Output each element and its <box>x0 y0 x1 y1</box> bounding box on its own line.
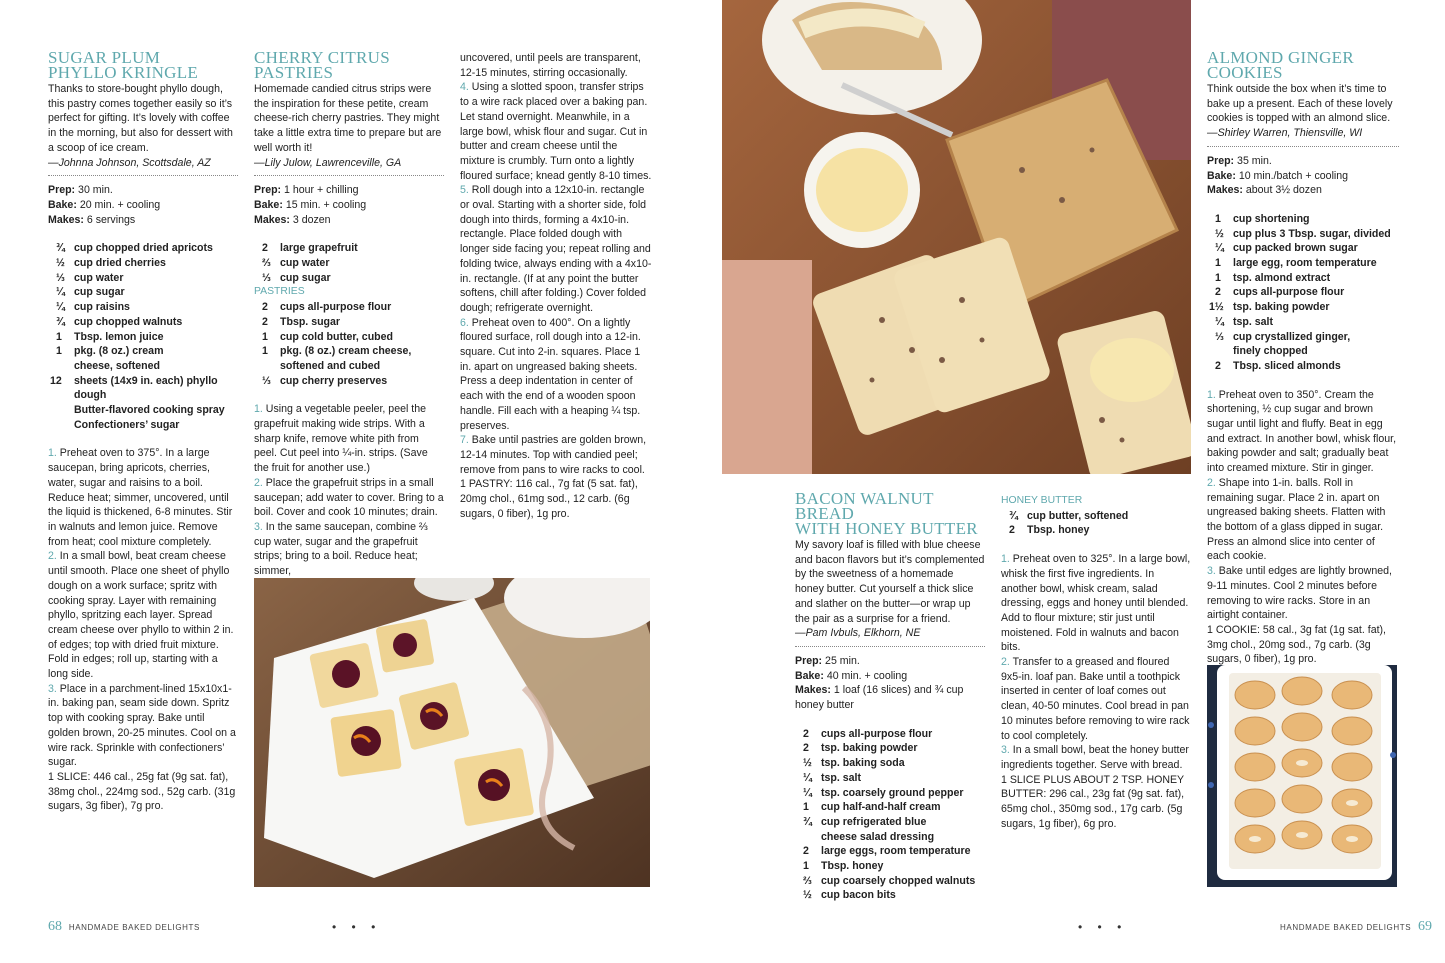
ingredient-item <box>1207 330 1399 345</box>
ingredient-quantity <box>254 359 280 374</box>
divider <box>48 175 238 176</box>
ingredient-quantity: ¼ <box>1215 242 1224 255</box>
ingredient-item <box>48 300 238 315</box>
almond-cookies-photo <box>1207 665 1397 887</box>
ingredient-text: cup raisins <box>74 301 130 314</box>
ingredient-quantity: 1 <box>262 345 268 358</box>
ingredient-item <box>795 844 985 859</box>
recipe-title: CHERRY CITRUS PASTRIES <box>254 48 390 82</box>
ingredient-quantity: ½ <box>56 257 65 270</box>
recipe-step <box>1001 655 1191 743</box>
ingredient-text: tsp. salt <box>821 771 862 784</box>
ingredient-quantity: 1½ <box>1209 301 1224 314</box>
recipe-meta: Prep: 30 min. Bake: 20 min. + cooling Makes: 6 servings <box>48 184 161 226</box>
recipe-meta: Prep: 25 min. Bake: 40 min. + cooling Makes: 1 loaf (16 slices) and ¾ cup honey butter <box>795 654 964 712</box>
ingredient-text: cup butter, softened <box>1027 509 1129 522</box>
ingredient-text: cup bacon bits <box>821 889 896 902</box>
ingredient-quantity: 1 <box>1215 257 1221 270</box>
ingredient-quantity <box>48 359 74 374</box>
ingredient-text: cup chopped dried apricots <box>74 242 213 255</box>
ingredient-quantity: ¾ <box>56 315 65 328</box>
footer-label: HANDMADE BAKED DELIGHTS <box>1280 923 1412 932</box>
ingredient-quantity: 2 <box>262 315 268 328</box>
ingredient-quantity: ½ <box>803 889 812 902</box>
step-list <box>254 402 444 578</box>
ingredient-quantity: 2 <box>262 242 268 255</box>
ingredient-text: cup water <box>280 257 330 270</box>
recipe-meta: Prep: 35 min. Bake: 10 min./batch + cooling Makes: about 3½ dozen <box>1207 154 1349 197</box>
ingredient-item <box>254 359 444 374</box>
ingredient-list-pastries <box>254 300 444 388</box>
recipe-step <box>460 183 652 315</box>
ingredient-text: cup cherry preserves <box>280 374 388 387</box>
ingredient-quantity: ⅓ <box>262 271 271 284</box>
ingredient-item <box>254 256 444 271</box>
ingredient-item <box>48 403 238 418</box>
ingredient-subhead: HONEY BUTTER <box>1001 495 1083 506</box>
ingredient-item <box>1207 212 1399 227</box>
recipe-meta: Prep: 1 hour + chilling Bake: 15 min. + cooling Makes: 3 dozen <box>254 184 367 226</box>
step-number: 1. <box>254 403 263 416</box>
step-text: In a small bowl, beat cream cheese until smooth. Place one sheet of phyllo dough on a work surface; spritz with cooking spray. Layer with remaining phyllo, spritzing each layer. Spread cream cheese over phyllo to within 2 in. of edges; top with dried fruit mixture. Fold in edges; roll up, starting with a long side. <box>48 550 234 681</box>
ingredient-quantity: ⅓ <box>56 271 65 284</box>
ingredient-text: pkg. (8 oz.) cream cheese, <box>280 345 412 358</box>
ingredient-quantity: 2 <box>1009 524 1015 537</box>
ingredient-quantity: ¾ <box>803 815 812 828</box>
page-number: 69 <box>1417 919 1432 934</box>
ingredient-item <box>48 344 238 359</box>
ingredient-quantity: 2 <box>803 742 809 755</box>
ingredient-item <box>1207 300 1399 315</box>
recipe-bacon-continued <box>1001 494 1191 831</box>
ingredient-quantity: ½ <box>803 757 812 770</box>
step-list <box>48 446 238 769</box>
ingredient-text: tsp. baking powder <box>1233 301 1330 314</box>
recipe-attribution: —Lily Julow, Lawrenceville, GA <box>254 156 402 169</box>
recipe-title: SUGAR PLUM PHYLLO KRINGLE <box>48 48 199 82</box>
step-number: 1. <box>48 447 57 460</box>
ingredient-text: cup packed brown sugar <box>1233 242 1358 255</box>
divider <box>1207 146 1399 147</box>
ingredient-item <box>1001 509 1191 524</box>
ingredient-text: cups all-purpose flour <box>821 727 933 740</box>
ingredient-item <box>1207 315 1399 330</box>
step-text: In a small bowl, beat the honey butter ingredients together. Serve with bread. <box>1001 744 1189 771</box>
ingredient-quantity: ¾ <box>56 242 65 255</box>
ingredient-quantity: 1 <box>56 330 62 343</box>
ingredient-item <box>254 344 444 359</box>
ingredient-text: cup half-and-half cream <box>821 801 941 814</box>
recipe-step <box>1207 476 1399 564</box>
nutrition-facts: 1 SLICE PLUS ABOUT 2 TSP. HONEY BUTTER: 296 cal., 23g fat (9g sat. fat), 65mg chol., 350mg sod., 17g carb. (5g sugars, 1g fiber), 6g pro. <box>1001 773 1185 830</box>
ingredient-text: Butter-flavored cooking spray <box>74 404 225 417</box>
step-list <box>1001 552 1191 773</box>
ingredient-item <box>795 727 985 742</box>
step-text: Bake until pastries are golden brown, 12-14 minutes. Top with candied peel; remove from pans to wire racks to cool. <box>460 434 647 476</box>
ingredient-list-honey-butter <box>1001 509 1191 538</box>
ingredient-quantity: 2 <box>803 845 809 858</box>
ingredient-text: cup shortening <box>1233 212 1310 225</box>
ingredient-item <box>795 741 985 756</box>
step-number: 1. <box>1207 388 1216 401</box>
ingredient-item <box>254 241 444 256</box>
ingredient-quantity: ⅔ <box>803 874 812 887</box>
ingredient-text: softened and cubed <box>280 359 381 372</box>
ingredient-item <box>795 874 985 889</box>
recipe-step <box>48 682 238 770</box>
recipe-cherry-continued <box>460 51 652 522</box>
ingredient-text: Tbsp. honey <box>821 860 884 873</box>
step-continued: uncovered, until peels are transparent, 12-15 minutes, stirring occasionally. <box>460 52 641 79</box>
ingredient-item <box>48 285 238 300</box>
step-text: Preheat oven to 400°. On a lightly floured surface, roll dough into a 12-in. square. Cut into 2-in. squares. Place 1 in. apart on ungreased baking sheets. Press a deep indentation in center of each with the end of a wooden spoon handle. Fill each with a heaping ¼ tsp. preserves. <box>460 316 641 432</box>
ingredient-item <box>795 786 985 801</box>
nutrition-facts: 1 PASTRY: 116 cal., 7g fat (5 sat. fat), 20mg chol., 61mg sod., 12 carb. (6g sugars, 0 fiber), 1g pro. <box>460 478 638 520</box>
cherry-pastries-photo <box>254 578 650 887</box>
ingredient-text: tsp. coarsely ground pepper <box>821 786 964 799</box>
ingredient-text: cup sugar <box>74 286 125 299</box>
ingredient-item <box>1001 523 1191 538</box>
ingredient-item <box>48 241 238 256</box>
recipe-step <box>254 476 444 520</box>
ingredient-quantity: 1 <box>803 801 809 814</box>
ingredient-quantity: ¼ <box>1215 315 1224 328</box>
ingredient-text: large eggs, room temperature <box>821 845 971 858</box>
ingredient-text: cup water <box>74 271 124 284</box>
recipe-almond <box>1207 50 1399 667</box>
ingredient-item <box>1207 241 1399 256</box>
step-text: Preheat oven to 350°. Cream the shortening, ½ cup sugar and brown sugar until light and fluffy. Beat in egg and extract. In another bowl, whisk flour, baking powder and salt; gradually beat into creamed mixture. Stir in ginger. <box>1207 388 1397 475</box>
divider <box>795 646 985 647</box>
footer-label: HANDMADE BAKED DELIGHTS <box>68 923 200 932</box>
recipe-kringle <box>48 50 238 814</box>
step-number: 4. <box>460 81 469 94</box>
ingredient-text: tsp. baking powder <box>821 742 918 755</box>
recipe-step <box>1207 564 1399 623</box>
ingredient-text: cups all-purpose flour <box>1233 286 1345 299</box>
ingredient-quantity: 12 <box>50 374 62 387</box>
ingredient-text: Tbsp. sliced almonds <box>1233 359 1341 372</box>
ingredient-text: Tbsp. sugar <box>280 315 341 328</box>
cookies-image <box>1207 665 1397 887</box>
ingredient-text: cheese salad dressing <box>821 830 935 843</box>
ingredient-quantity: 1 <box>1215 212 1221 225</box>
ingredient-text: Tbsp. honey <box>1027 524 1090 537</box>
ingredient-item <box>254 374 444 389</box>
step-list <box>460 80 652 477</box>
recipe-intro: Thanks to store-bought phyllo dough, this pastry comes together easily so it’s perfect for gifting. It’s lovely with coffee in the morning, but also for dessert with a scoop of ice cream. <box>48 83 233 154</box>
ingredient-text: cup refrigerated blue <box>821 815 927 828</box>
step-number: 2. <box>254 476 263 489</box>
recipe-attribution: —Shirley Warren, Thiensville, WI <box>1207 127 1363 140</box>
step-number: 1. <box>1001 553 1010 566</box>
nutrition-facts: 1 COOKIE: 58 cal., 3g fat (1g sat. fat), 3mg chol., 20mg sod., 7g carb. (3g sugars, 0 fiber), 1g pro. <box>1207 623 1386 666</box>
recipe-step <box>254 520 444 579</box>
step-text: Roll dough into a 12x10-in. rectangle or oval. Starting with a shorter side, fold dough into thirds, forming a 4x10-in. rectangle. Place folded dough with longer side facing you; repeat rolling and folding twice, always ending with a 4x10-in. rectangle. (If at any point the butter softens, chill after folding.) Cover folded dough; refrigerate overnight. <box>460 184 652 314</box>
step-text: Using a vegetable peeler, peel the grapefruit making wide strips. With a sharp knife, remove white pith from peel. Cut peel into ¼-in. strips. (Save the fruit for another use.) <box>254 403 428 475</box>
step-text: Preheat oven to 325°. In a large bowl, whisk the first five ingredients. In another bowl, whisk cream, salad dressing, eggs and honey until blended. Add to flour mixture; stir just until moistened. Fold in walnuts and bacon bits. <box>1001 553 1191 654</box>
recipe-intro: My savory loaf is filled with blue cheese and bacon flavors but it’s complemented by the sweetness of a homemade honey butter. Cut yourself a thick slice and slather on the butter—or wrap up the pair as a surprise for a friend. <box>795 539 985 625</box>
ingredient-text: tsp. almond extract <box>1233 271 1331 284</box>
step-number: 6. <box>460 316 469 329</box>
recipe-step <box>460 433 652 477</box>
page-number: 68 <box>48 919 62 934</box>
recipe-attribution: —Pam Ivbuls, Elkhorn, NE <box>795 627 921 640</box>
ingredient-quantity: ⅔ <box>262 257 271 270</box>
ingredient-list <box>1207 212 1399 374</box>
ingredient-text: finely chopped <box>1233 345 1308 358</box>
ingredient-quantity <box>795 830 821 845</box>
ingredient-text: cup coarsely chopped walnuts <box>821 874 976 887</box>
recipe-cherry <box>254 50 444 579</box>
ingredient-item <box>795 771 985 786</box>
step-number: 3. <box>1207 565 1216 578</box>
footer-bullets-right: • • • <box>1078 920 1128 934</box>
ingredient-text: cup sugar <box>280 271 331 284</box>
ingredient-item <box>795 815 985 830</box>
ingredient-text: large egg, room temperature <box>1233 257 1377 270</box>
step-number: 2. <box>48 550 57 563</box>
bacon-bread-photo <box>722 0 1191 474</box>
step-text: Place in a parchment-lined 15x10x1-in. baking pan, seam side down. Spritz top with cooking spray. Bake until golden brown, 20-25 minutes. Cool on a wire rack. Sprinkle with confectioners’ sugar. <box>48 682 236 769</box>
ingredient-item <box>795 859 985 874</box>
recipe-step <box>1001 743 1191 772</box>
ingredient-text: cup cold butter, cubed <box>280 330 394 343</box>
step-number: 2. <box>1207 476 1216 489</box>
ingredient-item <box>1207 271 1399 286</box>
ingredient-text: pkg. (8 oz.) cream <box>74 345 164 358</box>
ingredient-text: tsp. salt <box>1233 315 1274 328</box>
ingredient-quantity <box>48 403 74 418</box>
recipe-step <box>460 80 652 183</box>
ingredient-item <box>48 359 238 374</box>
ingredient-item <box>1207 344 1399 359</box>
step-number: 3. <box>254 520 263 533</box>
recipe-step <box>48 549 238 681</box>
nutrition-facts: 1 SLICE: 446 cal., 25g fat (9g sat. fat), 38mg chol., 224mg sod., 52g carb. (31g sugars, 3g fiber), 7g pro. <box>48 770 236 813</box>
recipe-attribution: —Johnna Johnson, Scottsdale, AZ <box>48 156 211 169</box>
ingredient-text: cup dried cherries <box>74 257 166 270</box>
step-number: 2. <box>1001 656 1010 669</box>
ingredient-quantity: 2 <box>1215 286 1221 299</box>
ingredient-quantity: ⅓ <box>1215 330 1224 343</box>
ingredient-item <box>1207 256 1399 271</box>
ingredient-text: tsp. baking soda <box>821 757 905 770</box>
ingredient-quantity <box>48 418 74 433</box>
ingredient-quantity: 1 <box>803 860 809 873</box>
ingredient-item <box>1207 359 1399 374</box>
ingredient-quantity: ¼ <box>803 786 812 799</box>
footer-bullets: • • • <box>332 920 382 934</box>
step-text: Preheat oven to 375°. In a large saucepan, bring apricots, cherries, water, sugar and raisins to a boil. Reduce heat; simmer, uncovered, until the liquid is thickened, 6-8 minutes. Stir in walnuts and lemon juice. Remove from heat; cool mixture completely. <box>48 447 233 548</box>
bread-image <box>722 0 1191 474</box>
ingredient-item <box>254 330 444 345</box>
step-text: Place the grapefruit strips in a small saucepan; add water to cover. Bring to a boil. Cover and cook 10 minutes; drain. <box>254 476 444 519</box>
ingredient-quantity: ¼ <box>56 301 65 314</box>
ingredient-item <box>1207 227 1399 242</box>
ingredient-item <box>254 271 444 286</box>
step-text: In the same saucepan, combine ⅔ cup water, sugar and the grapefruit strips; bring to a boil. Reduce heat; simmer, <box>254 520 428 578</box>
ingredient-quantity: ¼ <box>803 771 812 784</box>
ingredient-text: cup chopped walnuts <box>74 315 183 328</box>
ingredient-quantity: 2 <box>1215 359 1221 372</box>
ingredient-text: sheets (14x9 in. each) phyllo dough <box>74 374 218 402</box>
step-text: Bake until edges are lightly browned, 9-11 minutes. Cool 2 minutes before removing to wire racks. Store in an airtight container. <box>1207 565 1392 622</box>
recipe-bacon <box>795 491 985 903</box>
step-text: Using a slotted spoon, transfer strips to a wire rack placed over a baking pan. Let stand overnight. Meanwhile, in a large bowl, whisk flour and sugar. Cut in butter and cream cheese until the mixture is crumbly. Turn onto a lightly floured surface; knead gently 8-10 times. <box>460 81 652 182</box>
pastries-image <box>254 578 650 887</box>
recipe-title: BACON WALNUT BREAD WITH HONEY BUTTER <box>795 489 978 538</box>
ingredient-item <box>254 315 444 330</box>
step-number: 3. <box>48 682 57 695</box>
recipe-intro: Homemade candied citrus strips were the inspiration for these petite, cream cheese-rich cherry pastries. They might take a little extra time to prepare but are well worth it! <box>254 83 442 154</box>
recipe-step <box>1001 552 1191 655</box>
ingredient-quantity: ⅓ <box>262 374 271 387</box>
recipe-step <box>254 402 444 476</box>
footer-left <box>48 919 200 935</box>
ingredient-list <box>48 241 238 432</box>
ingredient-text: cup plus 3 Tbsp. sugar, divided <box>1233 227 1391 240</box>
ingredient-quantity <box>1207 344 1233 359</box>
recipe-step <box>48 446 238 549</box>
ingredient-subhead: PASTRIES <box>254 286 305 298</box>
ingredient-item <box>48 271 238 286</box>
ingredient-item <box>795 800 985 815</box>
ingredient-text: cup crystallized ginger, <box>1233 330 1351 343</box>
ingredient-quantity: 2 <box>262 301 268 314</box>
ingredient-text: Tbsp. lemon juice <box>74 330 164 343</box>
ingredient-item <box>254 300 444 315</box>
ingredient-list <box>254 241 444 285</box>
ingredient-text: cups all-purpose flour <box>280 301 392 314</box>
recipe-intro: Think outside the box when it’s time to bake up a present. Each of these lovely cookies is topped with an almond slice. <box>1207 83 1393 125</box>
ingredient-text: large grapefruit <box>280 242 358 255</box>
step-list <box>1207 388 1399 623</box>
ingredient-quantity: ¾ <box>1009 509 1018 522</box>
ingredient-item <box>48 374 238 403</box>
step-number: 5. <box>460 184 469 197</box>
step-number: 3. <box>1001 744 1010 757</box>
ingredient-item <box>795 756 985 771</box>
ingredient-quantity: ½ <box>1215 227 1224 240</box>
ingredient-item <box>795 888 985 903</box>
step-text: Transfer to a greased and floured 9x5-in. loaf pan. Bake until a toothpick inserted in center of loaf comes out clean, 40-50 minutes. Cool bread in pan 10 minutes before removing to wire rack to cool completely. <box>1001 656 1190 742</box>
ingredient-item <box>1207 285 1399 300</box>
ingredient-text: Confectioners’ sugar <box>74 418 180 431</box>
divider <box>254 175 444 176</box>
recipe-step <box>460 316 652 434</box>
recipe-title: ALMOND GINGER COOKIES <box>1207 48 1354 82</box>
ingredient-text: cheese, softened <box>74 359 160 372</box>
ingredient-item <box>795 830 985 845</box>
ingredient-list <box>795 727 985 903</box>
ingredient-quantity: 1 <box>56 345 62 358</box>
footer-right <box>1280 919 1432 935</box>
ingredient-quantity: 1 <box>262 330 268 343</box>
ingredient-quantity: 1 <box>1215 271 1221 284</box>
ingredient-quantity: 2 <box>803 727 809 740</box>
ingredient-item <box>48 315 238 330</box>
ingredient-quantity: ¼ <box>56 286 65 299</box>
ingredient-item <box>48 256 238 271</box>
step-text: Shape into 1-in. balls. Roll in remaining sugar. Place 2 in. apart on ungreased baking sheets. Flatten with the bottom of a glass dipped in sugar. Press an almond slice into center of each cookie. <box>1207 476 1386 563</box>
step-number: 7. <box>460 434 469 447</box>
ingredient-item <box>48 330 238 345</box>
recipe-step <box>1207 388 1399 476</box>
ingredient-item <box>48 418 238 433</box>
